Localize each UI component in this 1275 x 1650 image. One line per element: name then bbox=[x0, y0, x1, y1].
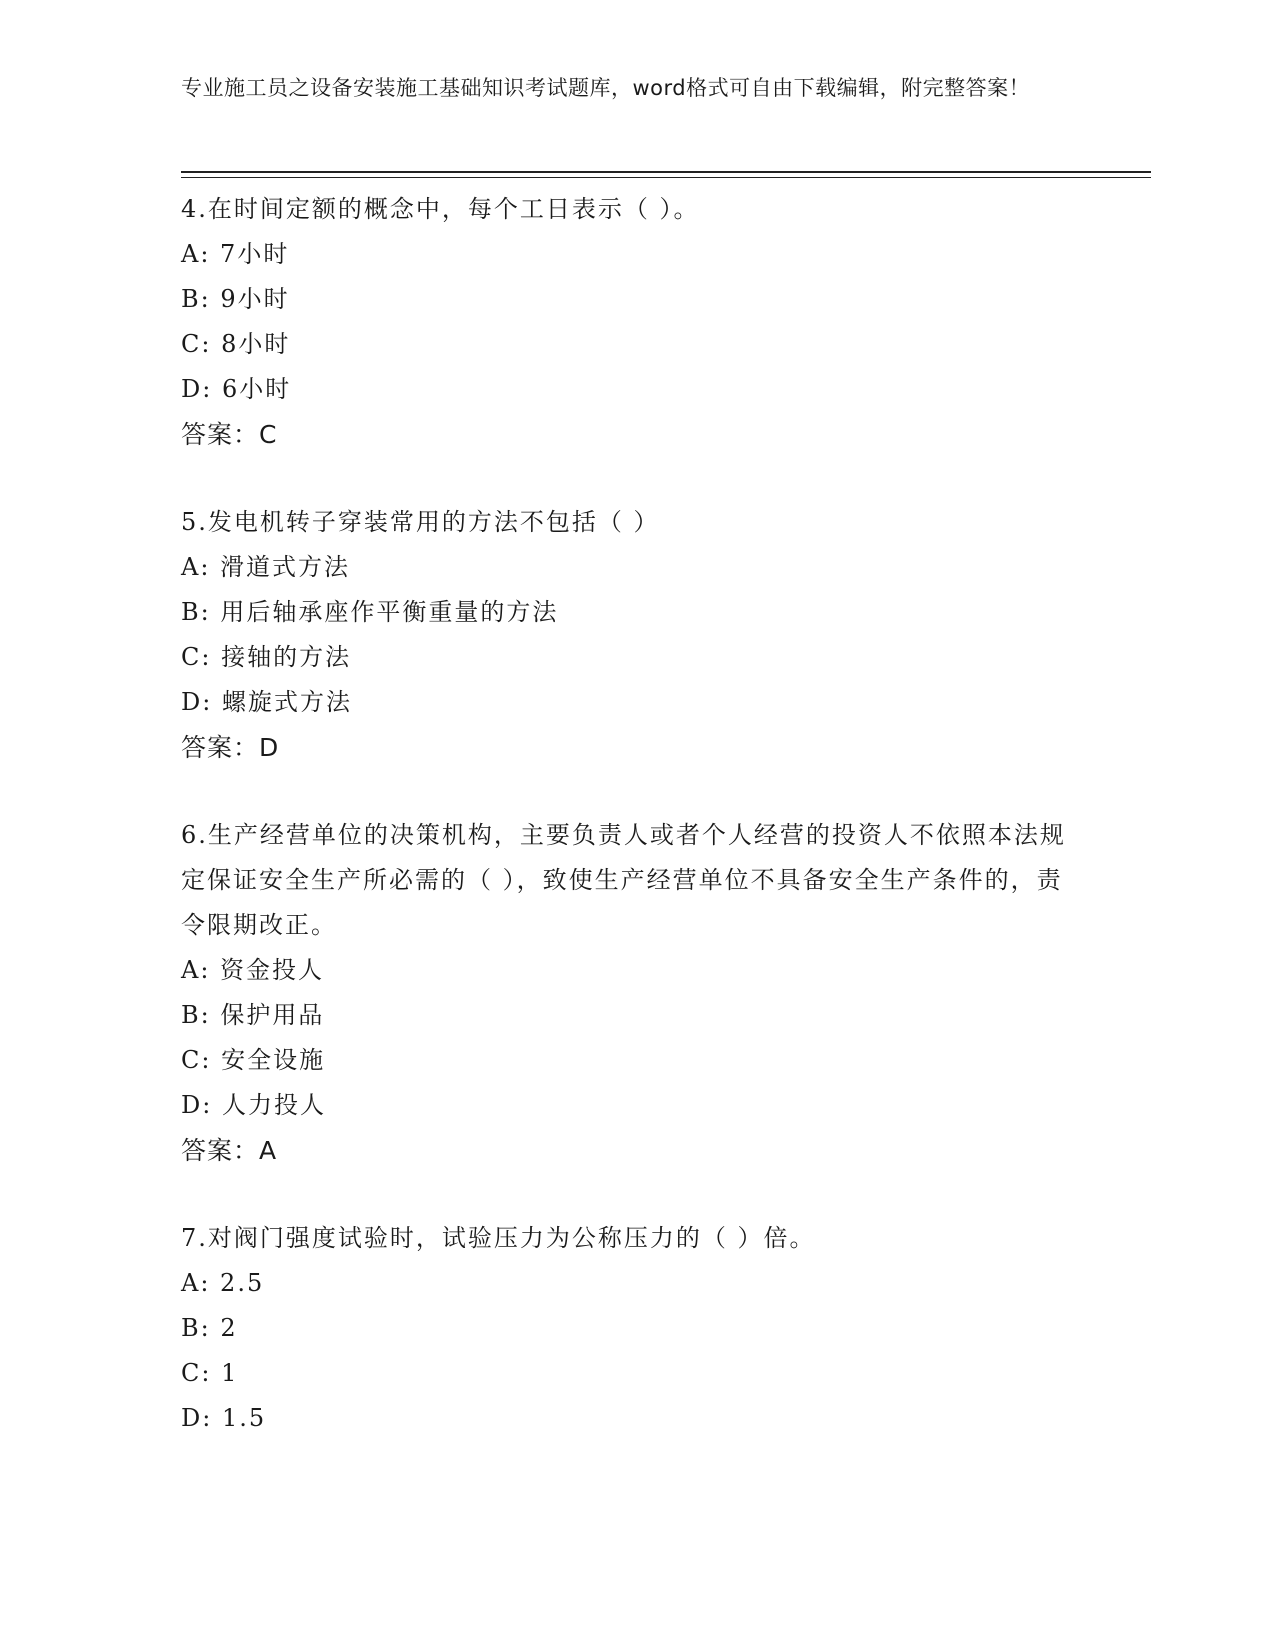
option-c: C: 接轴的方法 bbox=[181, 643, 352, 671]
question-text: 5.发电机转子穿装常用的方法不包括（ ） bbox=[181, 508, 660, 536]
option-c: C: 1 bbox=[181, 1359, 239, 1387]
question-5 bbox=[181, 500, 1081, 770]
option-b: B: 2 bbox=[181, 1314, 238, 1342]
option-d: D: 1.5 bbox=[181, 1404, 267, 1432]
answer-line: 答案：D bbox=[181, 733, 280, 762]
option-a: A: 7小时 bbox=[181, 240, 290, 268]
question-list bbox=[181, 187, 1081, 1484]
question-text: 7.对阀门强度试验时，试验压力为公称压力的（ ）倍。 bbox=[181, 1224, 816, 1252]
answer-line: 答案：C bbox=[181, 420, 278, 449]
option-c: C: 安全设施 bbox=[181, 1046, 326, 1074]
option-c: C: 8小时 bbox=[181, 330, 291, 358]
option-d: D: 6小时 bbox=[181, 375, 292, 403]
question-6 bbox=[181, 813, 1081, 1173]
question-text: 6.生产经营单位的决策机构，主要负责人或者个人经营的投资人不依照本法规定保证安全生产所必需的（ ），致使生产经营单位不具备安全生产条件的，责令限期改正。 bbox=[181, 821, 1066, 939]
option-d: D: 人力投人 bbox=[181, 1091, 326, 1119]
document-header: 专业施工员之设备安装施工基础知识考试题库，word格式可自由下载编辑，附完整答案！ bbox=[181, 76, 1031, 100]
question-text: 4.在时间定额的概念中，每个工日表示（ ）。 bbox=[181, 195, 700, 223]
option-b: B: 保护用品 bbox=[181, 1001, 325, 1029]
option-a: A: 资金投人 bbox=[181, 956, 325, 984]
question-7 bbox=[181, 1216, 1081, 1441]
option-d: D: 螺旋式方法 bbox=[181, 688, 352, 716]
option-a: A: 滑道式方法 bbox=[181, 553, 351, 581]
option-a: A: 2.5 bbox=[181, 1269, 265, 1297]
option-b: B: 用后轴承座作平衡重量的方法 bbox=[181, 598, 559, 626]
answer-line: 答案：A bbox=[181, 1136, 278, 1165]
header-divider-thin bbox=[181, 177, 1151, 178]
question-4 bbox=[181, 187, 1081, 457]
option-b: B: 9小时 bbox=[181, 285, 290, 313]
header-divider-thick bbox=[181, 171, 1151, 173]
